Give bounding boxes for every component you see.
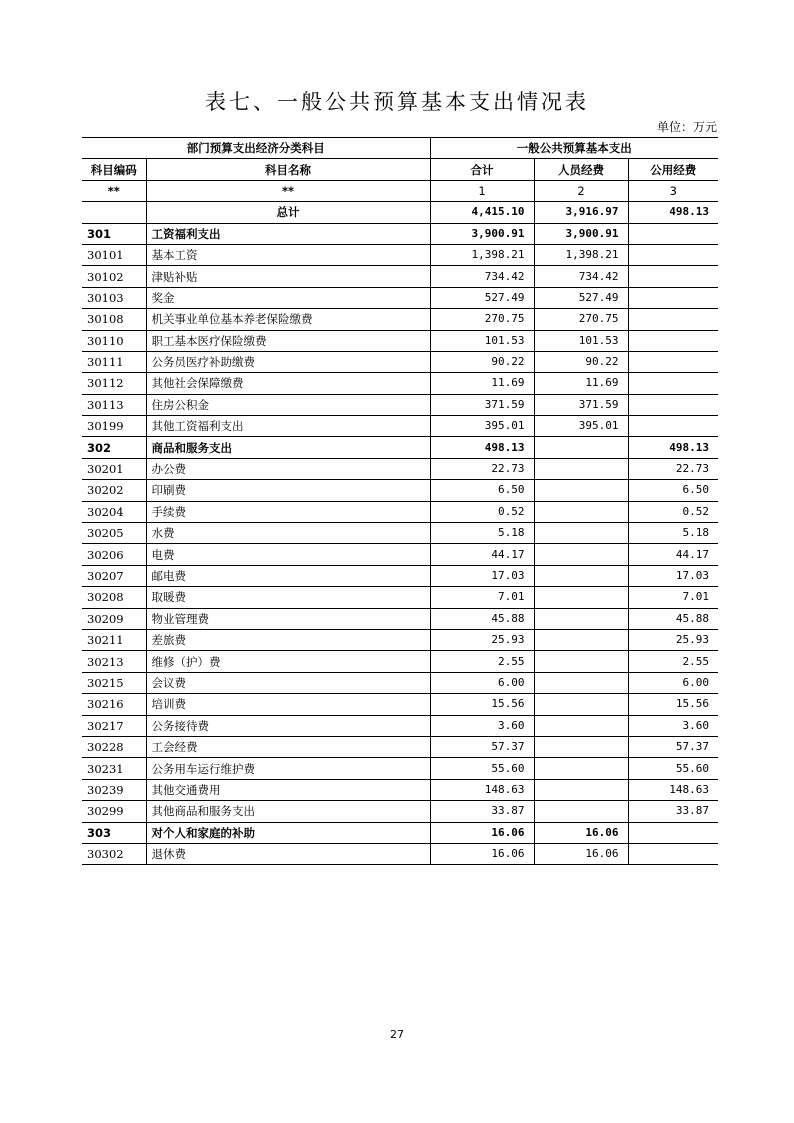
table-row [82, 373, 718, 394]
cell-public [628, 416, 718, 437]
cell-public: 498.13 [628, 202, 718, 223]
cell-total: 3,900.91 [430, 223, 534, 244]
cell-total: 5.18 [430, 523, 534, 544]
cell-code: 30101 [82, 244, 146, 265]
cell-public [628, 287, 718, 308]
cell-total: 148.63 [430, 779, 534, 800]
cell-public [628, 330, 718, 351]
cell-personnel [534, 672, 628, 693]
cell-public: 6.50 [628, 480, 718, 501]
page-number: 27 [390, 1028, 404, 1041]
cell-code: 30209 [82, 608, 146, 629]
cell-code: 30113 [82, 394, 146, 415]
cell-name: 工会经费 [146, 736, 430, 757]
cell-personnel: 90.22 [534, 351, 628, 372]
header-group-right: 一般公共预算基本支出 [430, 138, 718, 159]
cell-total: 25.93 [430, 629, 534, 650]
cell-code: 303 [82, 822, 146, 843]
cell-personnel [534, 801, 628, 822]
cell-total: 44.17 [430, 544, 534, 565]
cell-public: 55.60 [628, 758, 718, 779]
table-row [82, 694, 718, 715]
cell-personnel [534, 587, 628, 608]
table-row [82, 629, 718, 650]
table-row [82, 244, 718, 265]
cell-personnel [534, 779, 628, 800]
cell-code: 30299 [82, 801, 146, 822]
table-row [82, 351, 718, 372]
cell-code: 30111 [82, 351, 146, 372]
cell-total: 22.73 [430, 458, 534, 479]
cell-name: 其他商品和服务支出 [146, 801, 430, 822]
cell-public: 7.01 [628, 587, 718, 608]
cell-personnel: 16.06 [534, 843, 628, 864]
cell-personnel [534, 758, 628, 779]
cell-code: 30208 [82, 587, 146, 608]
page-title: 表七、一般公共预算基本支出情况表 [205, 90, 589, 114]
cell-code: 30108 [82, 309, 146, 330]
table-row [82, 416, 718, 437]
cell-total: 371.59 [430, 394, 534, 415]
cell-public: 498.13 [628, 437, 718, 458]
header-col-name: 科目名称 [146, 159, 430, 180]
cell-public [628, 373, 718, 394]
cell-name: 对个人和家庭的补助 [146, 822, 430, 843]
table-header [82, 138, 718, 202]
cell-public: 2.55 [628, 651, 718, 672]
table-row [82, 523, 718, 544]
table-row [82, 544, 718, 565]
table-row [82, 565, 718, 586]
cell-code: 30228 [82, 736, 146, 757]
header-column-row [82, 159, 718, 180]
cell-public [628, 309, 718, 330]
cell-name: 公务员医疗补助缴费 [146, 351, 430, 372]
header-col-code: 科目编码 [82, 159, 146, 180]
header-idx-personnel: 2 [534, 180, 628, 201]
cell-public: 45.88 [628, 608, 718, 629]
cell-public: 44.17 [628, 544, 718, 565]
cell-total: 101.53 [430, 330, 534, 351]
cell-total: 15.56 [430, 694, 534, 715]
cell-code: 30239 [82, 779, 146, 800]
cell-personnel [534, 715, 628, 736]
cell-personnel [534, 544, 628, 565]
table-row [82, 801, 718, 822]
cell-total: 3.60 [430, 715, 534, 736]
cell-total: 734.42 [430, 266, 534, 287]
cell-total: 16.06 [430, 822, 534, 843]
cell-total: 16.06 [430, 843, 534, 864]
cell-name: 培训费 [146, 694, 430, 715]
cell-name: 机关事业单位基本养老保险缴费 [146, 309, 430, 330]
table-row [82, 587, 718, 608]
cell-name: 公务用车运行维护费 [146, 758, 430, 779]
cell-public [628, 223, 718, 244]
table-row [82, 758, 718, 779]
cell-name: 物业管理费 [146, 608, 430, 629]
cell-code: 30204 [82, 501, 146, 522]
cell-personnel: 371.59 [534, 394, 628, 415]
cell-personnel: 270.75 [534, 309, 628, 330]
cell-code: 30215 [82, 672, 146, 693]
header-col-total: 合计 [430, 159, 534, 180]
cell-personnel [534, 736, 628, 757]
cell-total: 17.03 [430, 565, 534, 586]
cell-name: 其他工资福利支出 [146, 416, 430, 437]
cell-public [628, 244, 718, 265]
cell-code: 30207 [82, 565, 146, 586]
cell-total: 33.87 [430, 801, 534, 822]
header-index-row [82, 180, 718, 201]
cell-personnel: 3,916.97 [534, 202, 628, 223]
cell-code: 30110 [82, 330, 146, 351]
cell-total: 57.37 [430, 736, 534, 757]
cell-name: 津贴补贴 [146, 266, 430, 287]
cell-total: 55.60 [430, 758, 534, 779]
cell-code: 301 [82, 223, 146, 244]
unit-label: 单位：万元 [656, 120, 717, 134]
table-row [82, 843, 718, 864]
cell-personnel [534, 523, 628, 544]
cell-personnel [534, 608, 628, 629]
cell-personnel [534, 694, 628, 715]
cell-name: 职工基本医疗保险缴费 [146, 330, 430, 351]
table-row [82, 608, 718, 629]
cell-total: 395.01 [430, 416, 534, 437]
cell-name: 印刷费 [146, 480, 430, 501]
cell-name: 电费 [146, 544, 430, 565]
cell-name: 水费 [146, 523, 430, 544]
cell-name: 其他交通费用 [146, 779, 430, 800]
cell-personnel: 101.53 [534, 330, 628, 351]
cell-personnel: 3,900.91 [534, 223, 628, 244]
header-code-marker: ** [82, 180, 146, 201]
cell-personnel [534, 565, 628, 586]
table-row [82, 287, 718, 308]
cell-code: 30103 [82, 287, 146, 308]
cell-name: 邮电费 [146, 565, 430, 586]
cell-name: 总计 [146, 202, 430, 223]
budget-table [82, 137, 718, 865]
cell-personnel: 527.49 [534, 287, 628, 308]
cell-total: 7.01 [430, 587, 534, 608]
category-row [82, 437, 718, 458]
cell-personnel: 16.06 [534, 822, 628, 843]
cell-code: 30216 [82, 694, 146, 715]
cell-name: 办公费 [146, 458, 430, 479]
cell-name: 退休费 [146, 843, 430, 864]
cell-code: 30102 [82, 266, 146, 287]
header-idx-public: 3 [628, 180, 718, 201]
cell-public: 25.93 [628, 629, 718, 650]
cell-public: 57.37 [628, 736, 718, 757]
cell-public: 6.00 [628, 672, 718, 693]
table-row [82, 480, 718, 501]
cell-public: 33.87 [628, 801, 718, 822]
table-row [82, 736, 718, 757]
table-row [82, 501, 718, 522]
cell-name: 维修（护）费 [146, 651, 430, 672]
cell-personnel: 1,398.21 [534, 244, 628, 265]
cell-personnel [534, 458, 628, 479]
cell-public: 0.52 [628, 501, 718, 522]
cell-public: 15.56 [628, 694, 718, 715]
cell-personnel: 734.42 [534, 266, 628, 287]
cell-total: 45.88 [430, 608, 534, 629]
cell-public [628, 266, 718, 287]
cell-code [82, 202, 146, 223]
header-idx-total: 1 [430, 180, 534, 201]
cell-name: 会议费 [146, 672, 430, 693]
table-row [82, 394, 718, 415]
cell-public: 22.73 [628, 458, 718, 479]
cell-code: 30211 [82, 629, 146, 650]
cell-public: 148.63 [628, 779, 718, 800]
cell-name: 取暖费 [146, 587, 430, 608]
cell-public: 5.18 [628, 523, 718, 544]
table-row [82, 330, 718, 351]
cell-name: 手续费 [146, 501, 430, 522]
table-row [82, 672, 718, 693]
table-row [82, 715, 718, 736]
cell-name: 工资福利支出 [146, 223, 430, 244]
total-row [82, 202, 718, 223]
cell-public [628, 394, 718, 415]
header-group-left: 部门预算支出经济分类科目 [82, 138, 430, 159]
cell-personnel [534, 501, 628, 522]
cell-public [628, 351, 718, 372]
cell-code: 30217 [82, 715, 146, 736]
table-row [82, 309, 718, 330]
cell-total: 498.13 [430, 437, 534, 458]
cell-public: 17.03 [628, 565, 718, 586]
cell-code: 30199 [82, 416, 146, 437]
cell-code: 30213 [82, 651, 146, 672]
header-col-personnel: 人员经费 [534, 159, 628, 180]
header-group-row [82, 138, 718, 159]
cell-name: 基本工资 [146, 244, 430, 265]
cell-total: 1,398.21 [430, 244, 534, 265]
cell-name: 奖金 [146, 287, 430, 308]
category-row [82, 223, 718, 244]
cell-code: 302 [82, 437, 146, 458]
header-name-marker: ** [146, 180, 430, 201]
cell-name: 公务接待费 [146, 715, 430, 736]
cell-personnel [534, 651, 628, 672]
cell-personnel [534, 629, 628, 650]
cell-name: 住房公积金 [146, 394, 430, 415]
cell-total: 4,415.10 [430, 202, 534, 223]
cell-name: 差旅费 [146, 629, 430, 650]
cell-code: 30302 [82, 843, 146, 864]
table-row [82, 779, 718, 800]
cell-code: 30231 [82, 758, 146, 779]
cell-name: 其他社会保障缴费 [146, 373, 430, 394]
cell-total: 0.52 [430, 501, 534, 522]
cell-personnel [534, 480, 628, 501]
cell-code: 30201 [82, 458, 146, 479]
cell-personnel [534, 437, 628, 458]
cell-public [628, 822, 718, 843]
cell-code: 30205 [82, 523, 146, 544]
table-row [82, 458, 718, 479]
cell-public: 3.60 [628, 715, 718, 736]
cell-personnel: 11.69 [534, 373, 628, 394]
table-body [82, 202, 718, 865]
category-row [82, 822, 718, 843]
table-row [82, 266, 718, 287]
table-row [82, 651, 718, 672]
cell-name: 商品和服务支出 [146, 437, 430, 458]
cell-personnel: 395.01 [534, 416, 628, 437]
cell-code: 30206 [82, 544, 146, 565]
cell-total: 2.55 [430, 651, 534, 672]
cell-total: 6.50 [430, 480, 534, 501]
cell-total: 11.69 [430, 373, 534, 394]
cell-total: 270.75 [430, 309, 534, 330]
cell-total: 527.49 [430, 287, 534, 308]
header-col-public: 公用经费 [628, 159, 718, 180]
cell-public [628, 843, 718, 864]
cell-total: 90.22 [430, 351, 534, 372]
cell-code: 30202 [82, 480, 146, 501]
cell-total: 6.00 [430, 672, 534, 693]
cell-code: 30112 [82, 373, 146, 394]
